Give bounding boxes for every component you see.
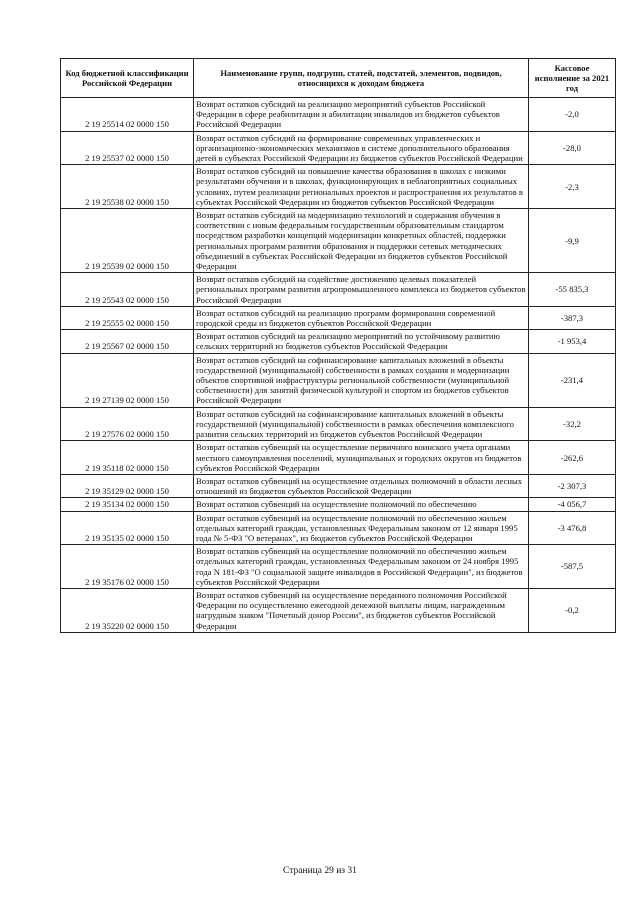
header-name: Наименование групп, подгрупп, статей, подстатей, элементов, подвидов, относящихся к доходам бюджета xyxy=(194,59,529,98)
row-name: Возврат остатков субвенций на осуществление полномочий по обеспечению жильем отдельных категорий граждан, установленных Федеральным законом от 12 января 1995 года № 5-ФЗ "О ветеранах", из бюджетов субъектов Российской Федерации xyxy=(194,511,529,545)
row-amount: -55 835,3 xyxy=(529,273,616,307)
row-name: Возврат остатков субсидий на реализацию мероприятий субъектов Российской Федерации в сфере реабилитации и абилитации инвалидов из бюджетов субъектов Российской Федерации xyxy=(194,98,529,132)
row-code: 2 19 25514 02 0000 150 xyxy=(61,98,194,132)
row-amount: -262,6 xyxy=(529,441,616,475)
table-row xyxy=(61,165,616,209)
table-row xyxy=(61,588,616,632)
row-code: 2 19 35118 02 0000 150 xyxy=(61,441,194,475)
row-code: 2 19 35135 02 0000 150 xyxy=(61,511,194,545)
row-name: Возврат остатков субсидий на софинансирование капитальных вложений в объекты государственной (муниципальной) собственности в рамках обеспечения комплексного развития сельских территорий из бюджетов субъектов Российской Федерации xyxy=(194,407,529,441)
row-name: Возврат остатков субвенций на осуществление первичного воинского учета органами местного самоуправления поселений, муниципальных и городских округов из бюджетов субъектов Российской Федерации xyxy=(194,441,529,475)
row-name: Возврат остатков субсидий на реализацию программ формирования современной городской среды из бюджетов субъектов Российской Федерации xyxy=(194,306,529,329)
row-code: 2 19 25537 02 0000 150 xyxy=(61,131,194,165)
row-name: Возврат остатков субсидий на модернизацию технологий и содержания обучения в соответствии с новым федеральным государственным образовательным стандартом посредством разработки концепций модернизации конкретных областей, поддержки региональных программ развития образования и поддержки сетевых методических объединений в субъектах Российской Федерации из бюджетов субъектов Российской Федерации xyxy=(194,209,529,273)
row-name: Возврат остатков субсидий на формирование современных управленческих и организационно-экономических механизмов в системе дополнительного образования детей в субъектах Российской Федерации из бюджетов субъектов Российской Федерации xyxy=(194,131,529,165)
table-row xyxy=(61,306,616,329)
table-row xyxy=(61,353,616,407)
row-amount: -28,0 xyxy=(529,131,616,165)
row-code: 2 19 25543 02 0000 150 xyxy=(61,273,194,307)
table-row xyxy=(61,407,616,441)
row-code: 2 19 25539 02 0000 150 xyxy=(61,209,194,273)
row-name: Возврат остатков субвенций на осуществление отдельных полномочий в области лесных отношений из бюджетов субъектов Российской Федерации xyxy=(194,474,529,497)
row-name: Возврат остатков субвенций на осуществление переданного полномочия Российской Федерации по осуществлению ежегодной денежной выплаты лицам, награжденным нагрудным знаком "Почетный донор России", из бюджетов субъектов Российской Федерации xyxy=(194,588,529,632)
table-row xyxy=(61,441,616,475)
row-amount: -3 476,8 xyxy=(529,511,616,545)
row-name: Возврат остатков субсидий на повышение качества образования в школах с низкими результатами обучения и в школах, функционирующих в неблагоприятных социальных условиях, путем реализации региональных проектов и распространения их результатов в субъектах Российской Федерации из бюджетов субъектов Российской Федерации xyxy=(194,165,529,209)
row-code: 2 19 25567 02 0000 150 xyxy=(61,330,194,353)
row-amount: -9,9 xyxy=(529,209,616,273)
row-amount: -2,3 xyxy=(529,165,616,209)
table-header-row xyxy=(61,59,616,98)
table-row xyxy=(61,474,616,497)
table-row xyxy=(61,98,616,132)
header-code: Код бюджетной классификации Российской Федерации xyxy=(61,59,194,98)
row-code: 2 19 35220 02 0000 150 xyxy=(61,588,194,632)
row-code: 2 19 27139 02 0000 150 xyxy=(61,353,194,407)
row-amount: -231,4 xyxy=(529,353,616,407)
row-amount: -0,2 xyxy=(529,588,616,632)
row-code: 2 19 35176 02 0000 150 xyxy=(61,545,194,589)
row-name: Возврат остатков субвенций на осуществление полномочий по обеспечению жильем отдельных категорий граждан, установленных Федеральным законом от 24 ноября 1995 года N 181-ФЗ "О социальной защите инвалидов в Российской Федерации", из бюджетов субъектов Российской Федерации xyxy=(194,545,529,589)
row-code: 2 19 35134 02 0000 150 xyxy=(61,498,194,511)
row-code: 2 19 25538 02 0000 150 xyxy=(61,165,194,209)
budget-table xyxy=(60,58,616,633)
row-code: 2 19 35129 02 0000 150 xyxy=(61,474,194,497)
row-amount: -1 953,4 xyxy=(529,330,616,353)
row-amount: -32,2 xyxy=(529,407,616,441)
table-row xyxy=(61,209,616,273)
table-row xyxy=(61,545,616,589)
table-row xyxy=(61,511,616,545)
row-name: Возврат остатков субвенций на осуществление полномочий по обеспечению xyxy=(194,498,529,511)
table-row xyxy=(61,131,616,165)
header-amount: Кассовое исполнение за 2021 год xyxy=(529,59,616,98)
row-amount: -387,3 xyxy=(529,306,616,329)
row-amount: -4 056,7 xyxy=(529,498,616,511)
row-code: 2 19 27576 02 0000 150 xyxy=(61,407,194,441)
row-code: 2 19 25555 02 0000 150 xyxy=(61,306,194,329)
row-amount: -2 307,3 xyxy=(529,474,616,497)
table-row xyxy=(61,330,616,353)
row-name: Возврат остатков субсидий на софинансирование капитальных вложений в объекты государственной (муниципальной) собственности в рамках создания и модернизации объектов спортивной инфраструктуры региональной собственности (муниципальной собственности) для занятий физической культурой и спортом из бюджетов субъектов Российской Федерации xyxy=(194,353,529,407)
row-amount: -587,5 xyxy=(529,545,616,589)
row-amount: -2,0 xyxy=(529,98,616,132)
table-row xyxy=(61,498,616,511)
row-name: Возврат остатков субсидий на содействие достижению целевых показателей региональных программ развития агропромышленного комплекса из бюджетов субъектов Российской Федерации xyxy=(194,273,529,307)
page-number: Страница 29 из 31 xyxy=(283,866,357,876)
row-name: Возврат остатков субсидий на реализацию мероприятий по устойчивому развитию сельских территорий из бюджетов субъектов Российской Федерации xyxy=(194,330,529,353)
table-row xyxy=(61,273,616,307)
